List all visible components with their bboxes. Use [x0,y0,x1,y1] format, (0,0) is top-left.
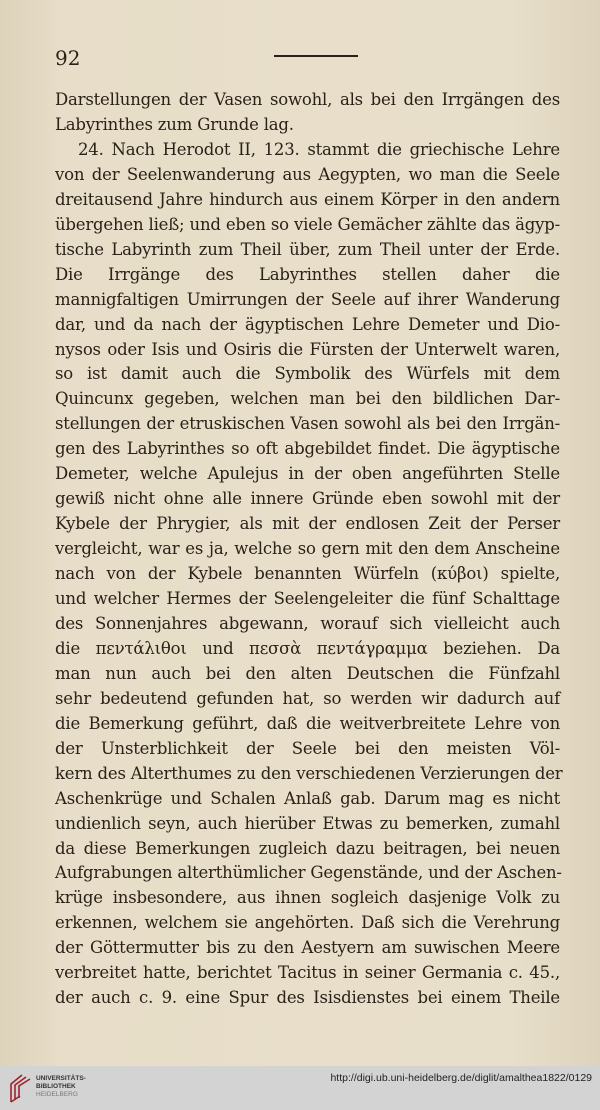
library-name-line: HEIDELBERG [36,1091,78,1098]
text-line: 24. Nach Herodot II, 123. stammt die griechische Lehre [78,139,560,159]
text-line: dar, und da nach der ägyptischen Lehre Demeter und Dio- [55,314,560,334]
text-line: der Göttermutter bis zu den Aestyern am suwischen Meere [55,938,560,958]
header-rule [274,55,358,57]
text-line: so ist damit auch die Symbolik des Würfels mit dem [55,364,560,384]
text-line: gen des Labyrinthes so oft abgebildet findet. Die ägyptische [55,439,560,459]
footer-bar [0,1066,600,1110]
text-line: gewiß nicht ohne alle innere Gründe eben sowohl mit der [55,489,560,509]
text-line: Labyrinthes zum Grunde lag. [55,114,294,134]
text-line: Die Irrgänge des Labyrinthes stellen daher die [55,264,560,284]
text-line: der auch c. 9. eine Spur des Isisdienstes bei einem Theile [55,988,560,1008]
text-line: vergleicht, war es ja, welche so gern mit den dem Anscheine [55,539,560,559]
text-line: dreitausend Jahre hindurch aus einem Körper in den andern [55,189,560,209]
text-line: die πεντάλιθοι und πεσσὰ πεντάγραμμα beziehen. Da [55,638,560,658]
text-line: Aufgrabungen alterthümlicher Gegenstände, und der Aschen- [55,863,562,883]
text-line: man nun auch bei den alten Deutschen die Fünfzahl [55,663,560,683]
text-line: mannigfaltigen Umirrungen der Seele auf ihrer Wanderung [55,289,560,309]
text-line: Demeter, welche Apulejus in der oben angeführten Stelle [55,464,560,484]
text-line: da diese Bemerkungen zugleich dazu beitragen, bei neuen [55,838,560,858]
text-line: kern des Alterthumes zu den verschiedenen Verzierungen der [55,763,563,783]
text-line: der Unsterblichkeit der Seele bei den meisten Völ- [55,738,560,758]
text-line: Aschenkrüge und Schalen Anlaß gab. Darum mag es nicht [55,788,560,808]
text-line: übergehen ließ; und eben so viele Gemächer zählte das ägyp- [55,214,560,234]
text-line: sehr bedeutend gefunden hat, so werden wir dadurch auf [55,688,560,708]
text-line: nysos oder Isis und Osiris die Fürsten der Unterwelt waren, [55,339,560,359]
library-logo-icon [8,1072,32,1104]
text-line: undienlich seyn, auch hierüber Etwas zu bemerken, zumahl [55,813,560,833]
page-number: 92 [55,46,81,70]
library-name-line: BIBLIOTHEK [36,1083,76,1090]
library-name-line: UNIVERSITÄTS- [36,1075,86,1082]
text-line: erkennen, welchem sie angehörten. Daß sich die Verehrung [55,913,560,933]
text-line: tische Labyrinth zum Theil über, zum Theil unter der Erde. [55,239,560,259]
text-line: von der Seelenwanderung aus Aegypten, wo man die Seele [55,164,560,184]
source-url[interactable]: http://digi.ub.uni-heidelberg.de/diglit/amalthea1822/0129 [330,1072,592,1084]
library-name [36,1075,86,1099]
text-line: des Sonnenjahres abgewann, worauf sich vielleicht auch [55,613,560,633]
text-line: nach von der Kybele benannten Würfeln (κύβοι) spielte, [55,564,560,584]
text-line: Quincunx gegeben, welchen man bei den bildlichen Dar- [55,389,560,409]
text-line: die Bemerkung geführt, daß die weitverbreitete Lehre von [55,713,560,733]
text-line: krüge insbesondere, aus ihnen sogleich dasjenige Volk zu [55,888,560,908]
text-line: verbreitet hatte, berichtet Tacitus in seiner Germania c. 45., [55,963,560,983]
text-line: Kybele der Phrygier, als mit der endlosen Zeit der Perser [55,514,560,534]
text-line: Darstellungen der Vasen sowohl, als bei den Irrgängen des [55,90,560,109]
text-line: und welcher Hermes der Seelengeleiter die fünf Schalttage [55,589,560,608]
text-line: stellungen der etruskischen Vasen sowohl als bei den Irrgän- [55,414,560,434]
